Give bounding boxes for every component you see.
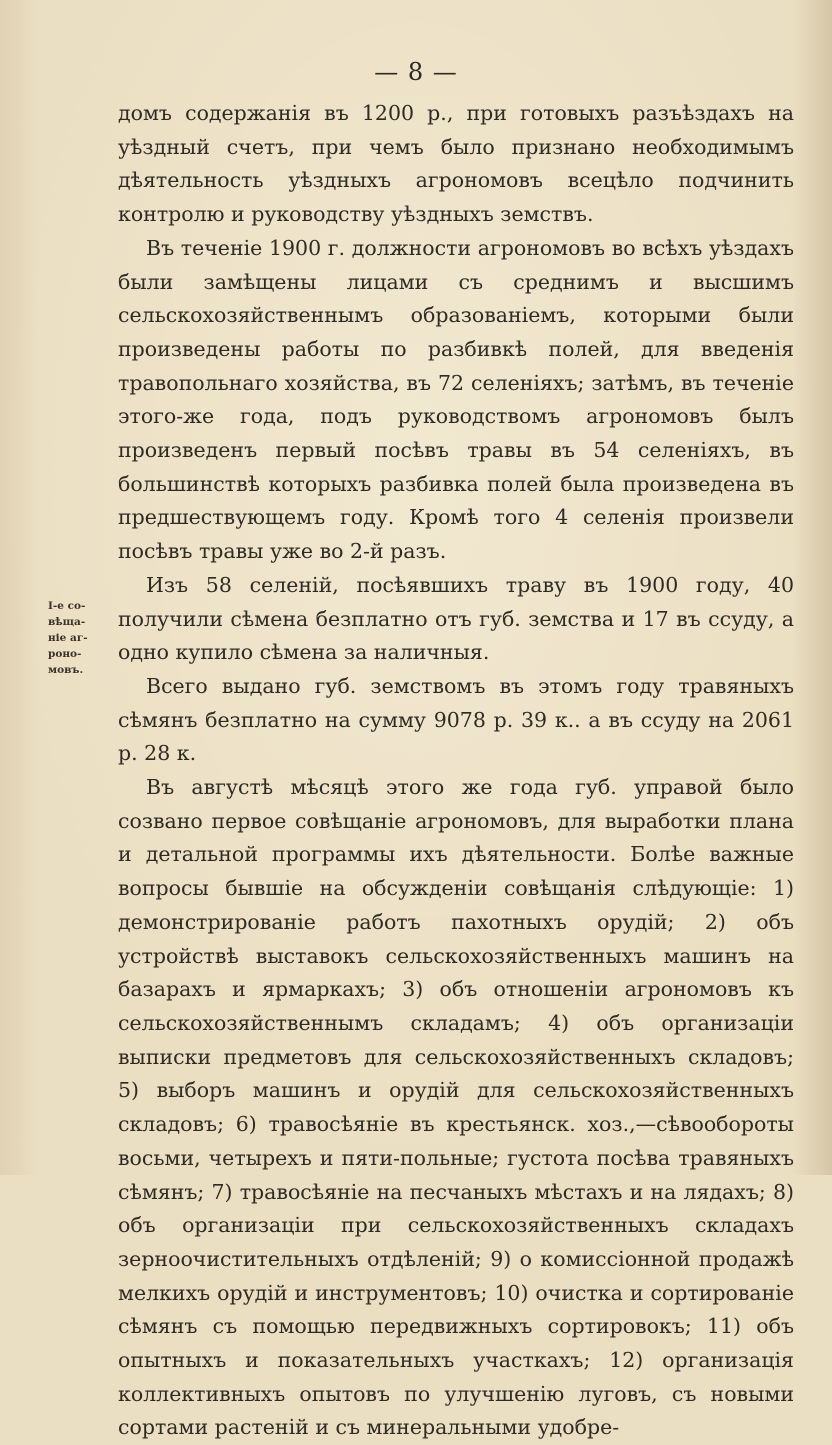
margin-note-line: вѣща-	[48, 616, 86, 628]
paragraph: Въ августѣ мѣсяцѣ этого же года губ. управой было созвано первое совѣщаніе агрономовъ, для выработки плана и детальной программы ихъ дѣятельности. Болѣе важные вопросы бывшіе на обсужденіи совѣщанія слѣдующіе: 1) демонстрированіе работъ пахотныхъ орудій; 2) объ устройствѣ выставокъ сельскохозяйственныхъ машинъ на базарахъ и ярмаркахъ; 3) объ отношеніи агрономовъ къ сельскохозяйственнымъ складамъ; 4) объ организаціи выписки предметовъ для сельскохозяйственныхъ складовъ; 5) выборъ машинъ и орудій для сельскохозяйственныхъ складовъ; 6) травосѣяніе въ крестьянск. хоз.,—сѣвообороты восьми, четырехъ и пяти-польные; густота посѣва травяныхъ сѣмянъ; 7) травосѣяніе на песчаныхъ мѣстахъ и на лядахъ; 8) объ организаціи при сельскохозяйственныхъ складахъ зерноочистительныхъ отдѣленій; 9) о комиссіонной продажѣ мелкихъ орудій и инструментовъ; 10) очистка и сортированіе сѣмянъ съ помощью передвижныхъ сортировокъ; 11) объ опытныхъ и показательныхъ участкахъ; 12) организація коллективныхъ опытовъ по улучшенію луговъ, съ новыми сортами растеній и съ минеральными удобре-	[118, 775, 794, 1440]
paragraph: Въ теченіе 1900 г. должности агрономовъ во всѣхъ уѣздахъ были замѣщены лицами съ среднимъ и высшимъ сельскохозяйственнымъ образованіемъ, которыми были произведены работы по разбивкѣ полей, для введенія травопольнаго хозяйства, въ 72 селеніяхъ; затѣмъ, въ теченіе этого-же года, подъ руководствомъ агрономовъ былъ произведенъ первый посѣвъ травы въ 54 селеніяхъ, въ большинствѣ которыхъ разбивка полей была произведена въ предшествующемъ году. Кромѣ того 4 селенія произвели посѣвъ травы уже во 2-й разъ.	[118, 235, 794, 564]
margin-note-line: мовъ.	[48, 664, 84, 676]
margin-note-line: роно-	[48, 648, 82, 660]
paragraph: Всего выдано губ. земствомъ въ этомъ году травяныхъ сѣмянъ безплатно на сумму 9078 р. 39 к.. а въ ссуду на 2061 р. 28 к.	[118, 673, 794, 766]
body-text	[118, 97, 794, 1445]
margin-note-line: I-е со-	[48, 600, 86, 612]
paragraph: Изъ 58 селеній, посѣявшихъ траву въ 1900 году, 40 получили сѣмена безплатно отъ губ. земства и 17 въ ссуду, а одно купило сѣмена за наличныя.	[118, 572, 794, 665]
margin-note	[48, 598, 102, 678]
paragraph: домъ содержанія въ 1200 р., при готовыхъ разъѣздахъ на уѣздный счетъ, при чемъ было признано необходимымъ дѣятельность уѣздныхъ агрономовъ всецѣло подчинить контролю и руководству уѣздныхъ земствъ.	[118, 101, 794, 227]
page-number-header: — 8 —	[374, 58, 458, 86]
margin-note-line: ніе аг-	[48, 632, 88, 644]
